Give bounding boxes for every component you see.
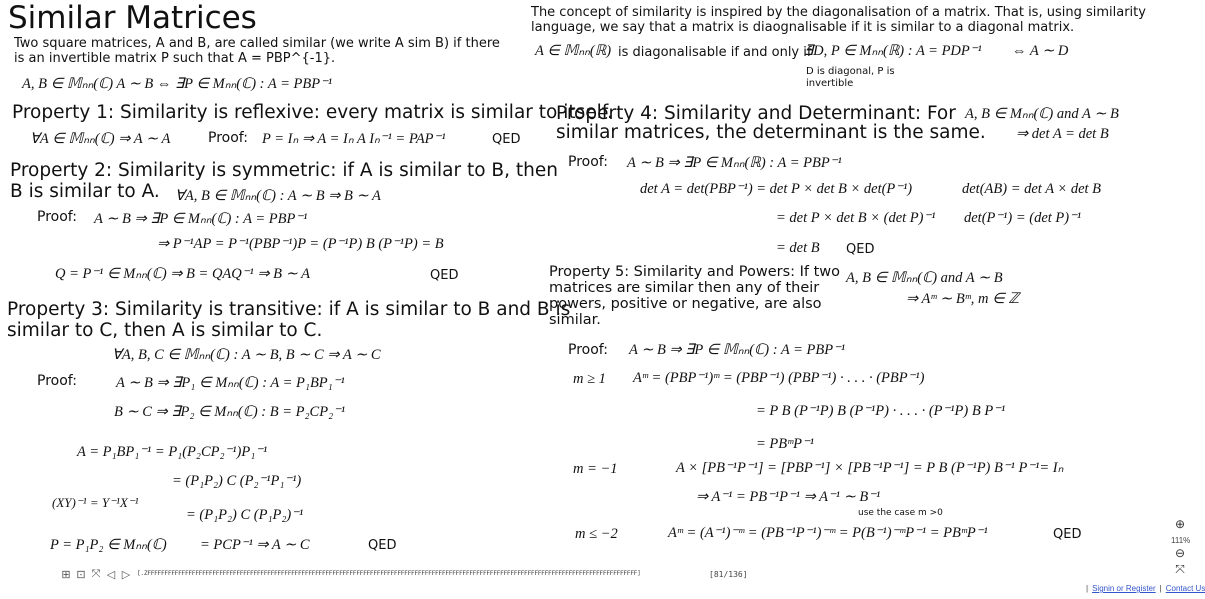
property-4-proof-line-3: = det P × det B × (det P)⁻¹ xyxy=(776,210,936,226)
property-5-proof-line-5: A × [PB⁻¹P⁻¹] = [PBP⁻¹] × [PB⁻¹P⁻¹] = P B (P⁻¹P) B⁻¹ P⁻¹= Iₙ xyxy=(676,460,1064,476)
property-1-proof-label: Proof: xyxy=(208,130,248,146)
diag-math-3: ⇔ A ∼ D xyxy=(1012,43,1069,59)
property-4-proof-line-4: = det B xyxy=(776,240,820,256)
property-5-statement-line-1: A, B ∈ 𝕄ₙₙ(ℂ) and A ∼ B xyxy=(846,270,1003,286)
property-5-statement-line-2: ⇒ Aᵐ ∼ Bᵐ, m ∈ ℤ xyxy=(906,291,1020,307)
property-1-qed: QED xyxy=(492,132,521,147)
property-4-statement-line-2: ⇒ det A = det B xyxy=(1016,126,1109,142)
property-1-heading: Property 1: Similarity is reflexive: every matrix is similar to itself. xyxy=(12,102,613,123)
property-4-proof-label: Proof: xyxy=(568,154,608,170)
property-5-heading-line-1: Property 5: Similarity and Powers: If two xyxy=(549,264,841,280)
property-2-statement-math: ∀A, B ∈ 𝕄ₙₙ(ℂ) : A ∼ B ⇒ B ∼ A xyxy=(175,188,381,204)
det-inverse-identity: det(P⁻¹) = (det P)⁻¹ xyxy=(964,210,1082,226)
property-2-proof-line-1: A ∼ B ⇒ ∃P ∈ Mₙₙ(ℂ) : A = PBP⁻¹ xyxy=(94,211,308,227)
property-5-proof-line-6: ⇒ A⁻¹ = PB⁻¹P⁻¹ ⇒ A⁻¹ ∼ B⁻¹ xyxy=(696,489,881,505)
property-3-proof-line-1: A ∼ B ⇒ ∃P₁ ∈ Mₙₙ(ℂ) : A = P₁BP₁⁻¹ xyxy=(116,375,345,391)
property-5-proof-line-1: A ∼ B ⇒ ∃P ∈ 𝕄ₙₙ(ℂ) : A = PBP⁻¹ xyxy=(629,342,846,358)
property-3-proof-line-5: = (P₁P₂) C (P₁P₂)⁻¹ xyxy=(186,507,304,523)
diag-text: is diagonalisable if and only if xyxy=(618,45,812,60)
property-4-statement-line-1: A, B ∈ Mₙₙ(ℂ) and A ∼ B xyxy=(965,106,1119,122)
diag-intro-line-1: The concept of similarity is inspired by the diagonalisation of a matrix. That is, using similarity xyxy=(531,5,1146,20)
property-3-heading-line-2: similar to C, then A is similar to C. xyxy=(7,320,323,341)
fit-screen-icon[interactable]: ⤧ xyxy=(1175,562,1185,576)
diag-note-line-1: D is diagonal, P is xyxy=(806,66,895,77)
intro-line-2: is an invertible matrix P such that A = PBP^{-1}. xyxy=(14,51,336,66)
diag-math-2: ∃D, P ∈ Mₙₙ(ℝ) : A = PDP⁻¹ xyxy=(804,43,982,59)
property-2-proof-label: Proof: xyxy=(37,209,77,225)
grid-icon[interactable]: ⊞ xyxy=(61,569,71,581)
zoom-in-icon[interactable]: ⊕ xyxy=(1174,517,1186,531)
intro-line-1: Two square matrices, A and B, are called similar (we write A sim B) if there xyxy=(14,36,500,51)
case-m-minus-one: m = −1 xyxy=(573,461,618,477)
property-2-proof-line-3: Q = P⁻¹ ∈ Mₙₙ(ℂ) ⇒ B = QAQ⁻¹ ⇒ B ∼ A xyxy=(55,266,311,282)
next-icon[interactable]: ▷ xyxy=(121,569,131,581)
property-2-heading-line-1: Property 2: Similarity is symmetric: if A is similar to B, then xyxy=(10,160,558,181)
property-4-heading-line-1: Property 4: Similarity and Determinant: For xyxy=(556,103,956,124)
navigation-toolbar xyxy=(60,568,132,581)
property-5-proof-label: Proof: xyxy=(568,342,608,358)
footer-separator: | xyxy=(1159,584,1162,593)
diag-math-1: A ∈ 𝕄ₙₙ(ℝ) xyxy=(535,43,612,59)
property-3-proof-label: Proof: xyxy=(37,373,77,389)
footer-separator-left: | xyxy=(1086,584,1089,593)
property-5-heading-line-4: similar. xyxy=(549,312,601,328)
property-3-statement-math: ∀A, B, C ∈ 𝕄ₙₙ(ℂ) : A ∼ B, B ∼ C ⇒ A ∼ C xyxy=(112,347,381,363)
property-5-proof-line-4: = PBᵐP⁻¹ xyxy=(756,436,815,452)
diag-note-line-2: invertible xyxy=(806,78,854,89)
slide-timeline[interactable]: [.ZFFFFFFFFFFFFFFFFFFFFFFFFFFFFFFFFFFFFFFFFFFFFFFFFFFFFFFFFFFFFFFFFFFFFFFFFFFFFFFFFFFFFFFFFFFFFFFFFFFFFFFFFFFFFFFFFFFFFFFFFFFFFFFFFFFFFFFFFFFFFFFF] xyxy=(137,570,641,577)
similarity-definition-math: A, B ∈ 𝕄ₙₙ(ℂ) A ∼ B ⇔ ∃P ∈ Mₙₙ(ℂ) : A = PBP⁻¹ xyxy=(22,76,333,92)
fit-icon[interactable]: ⊡ xyxy=(76,569,86,581)
use-positive-case-note: use the case m >0 xyxy=(858,508,943,518)
zoom-out-icon[interactable]: ⊖ xyxy=(1174,546,1186,560)
property-3-heading-line-1: Property 3: Similarity is transitive: if A is similar to B and B is xyxy=(7,299,571,320)
property-5-heading-line-2: matrices are similar then any of their xyxy=(549,280,820,296)
zoom-level: 111% xyxy=(1171,536,1191,545)
property-3-proof-line-6b: = PCP⁻¹ ⇒ A ∼ C xyxy=(200,537,310,553)
footer-links xyxy=(1086,584,1205,593)
contact-link[interactable]: Contact Us xyxy=(1165,584,1205,593)
property-2-heading-line-2: B is similar to A. xyxy=(10,181,160,202)
property-5-proof-line-2: Aᵐ = (PBP⁻¹)ᵐ = (PBP⁻¹) (PBP⁻¹) · . . . · (PBP⁻¹) xyxy=(633,370,925,386)
property-1-proof-math: P = Iₙ ⇒ A = Iₙ A Iₙ⁻¹ = PAP⁻¹ xyxy=(262,131,446,147)
case-m-positive: m ≥ 1 xyxy=(573,371,606,387)
property-3-proof-line-4: = (P₁P₂) C (P₂⁻¹P₁⁻¹) xyxy=(172,473,302,489)
property-4-proof-line-1: A ∼ B ⇒ ∃P ∈ Mₙₙ(ℝ) : A = PBP⁻¹ xyxy=(627,155,842,171)
page-title: Similar Matrices xyxy=(8,0,257,36)
page-counter: [81/136] xyxy=(709,570,748,579)
property-3-proof-line-2: B ∼ C ⇒ ∃P₂ ∈ Mₙₙ(ℂ) : B = P₂CP₂⁻¹ xyxy=(114,404,346,420)
case-m-le-minus-two: m ≤ −2 xyxy=(575,526,618,542)
property-3-proof-line-6a: P = P₁P₂ ∈ Mₙₙ(ℂ) xyxy=(50,537,167,553)
property-5-qed: QED xyxy=(1053,527,1082,542)
inverse-product-identity: (XY)⁻¹ = Y⁻¹X⁻¹ xyxy=(52,495,139,510)
property-2-proof-line-2: ⇒ P⁻¹AP = P⁻¹(PBP⁻¹)P = (P⁻¹P) B (P⁻¹P) = B xyxy=(157,236,444,252)
property-3-qed: QED xyxy=(368,538,397,553)
prev-icon[interactable]: ◁ xyxy=(106,569,116,581)
property-4-qed: QED xyxy=(846,242,875,257)
diag-intro-line-2: language, we say that a matrix is diaognalisable if it is similar to a diagonal matrix. xyxy=(531,20,1075,35)
signin-link[interactable]: Signin or Register xyxy=(1092,584,1156,593)
property-5-proof-line-7: Aᵐ = (A⁻¹)⁻ᵐ = (PB⁻¹P⁻¹)⁻ᵐ = P(B⁻¹)⁻ᵐP⁻¹ = PBᵐP⁻¹ xyxy=(668,525,988,541)
property-5-proof-line-3: = P B (P⁻¹P) B (P⁻¹P) · . . . · (P⁻¹P) B P⁻¹ xyxy=(756,403,1006,419)
property-4-proof-line-2: det A = det(PBP⁻¹) = det P × det B × det(P⁻¹) xyxy=(640,181,913,197)
property-3-proof-line-3: A = P₁BP₁⁻¹ = P₁(P₂CP₂⁻¹)P₁⁻¹ xyxy=(77,444,268,460)
property-2-qed: QED xyxy=(430,268,459,283)
det-product-identity: det(AB) = det A × det B xyxy=(962,181,1102,197)
property-5-heading-line-3: powers, positive or negative, are also xyxy=(549,296,822,312)
property-4-heading-line-2: similar matrices, the determinant is the same. xyxy=(556,122,986,143)
property-1-statement-math: ∀A ∈ 𝕄ₙₙ(ℂ) ⇒ A ∼ A xyxy=(30,131,171,147)
expand-icon[interactable]: ⤧ xyxy=(91,568,101,580)
